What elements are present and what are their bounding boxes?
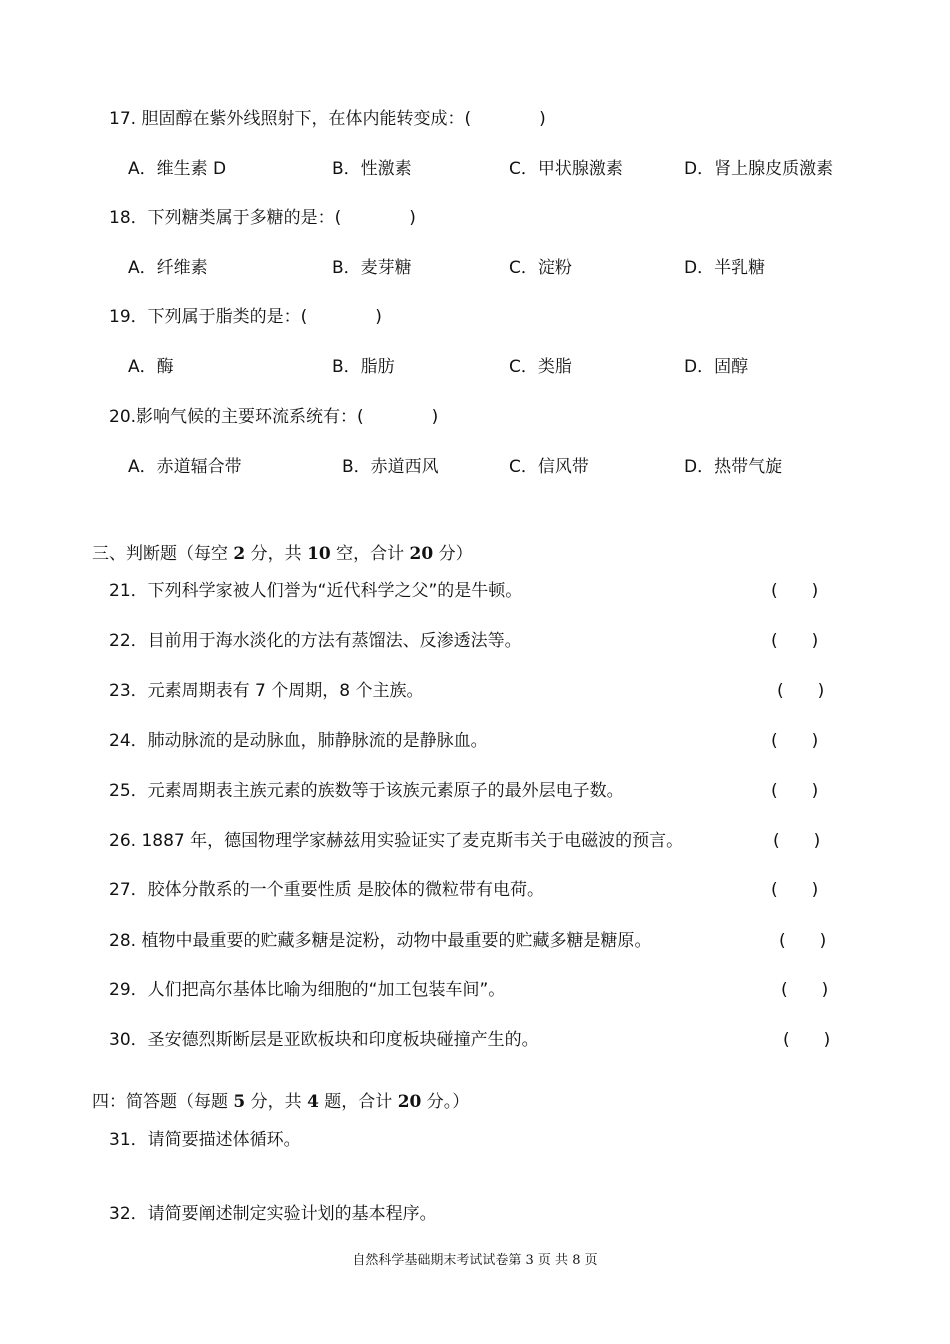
answer-blank-25[interactable]: ( ) [771,781,819,801]
question-19-stem: 19．下列属于脂类的是：( ) [109,307,382,327]
answer-blank-23[interactable]: ( ) [777,681,825,701]
option-c: C．甲状腺激素 [509,159,623,179]
tf-question-27: 27．胶体分散系的一个重要性质 是胶体的微粒带有电荷。 [109,880,545,900]
question-17-stem: 17. 胆固醇在紫外线照射下，在体内能转变成：( ) [109,109,546,129]
option-d: D．固醇 [684,357,749,377]
answer-blank-21[interactable]: ( ) [771,581,819,601]
answer-blank-22[interactable]: ( ) [771,631,819,651]
option-b: B．麦芽糖 [332,258,412,278]
question-18-stem: 18．下列糖类属于多糖的是：( ) [109,208,416,228]
option-a: A．赤道辐合带 [128,457,242,477]
question-20-stem: 20.影响气候的主要环流系统有：( ) [109,407,439,427]
tf-question-24: 24．肺动脉流的是动脉血，肺静脉流的是静脉血。 [109,731,488,751]
answer-blank-24[interactable]: ( ) [771,731,819,751]
tf-question-25: 25．元素周期表主族元素的族数等于该族元素原子的最外层电子数。 [109,781,624,801]
sa-question-31: 31．请简要描述体循环。 [109,1130,301,1150]
option-d: D．热带气旋 [684,457,783,477]
option-c: C．信风带 [509,457,589,477]
answer-blank-30[interactable]: ( ) [783,1030,831,1050]
answer-blank-26[interactable]: ( ) [773,831,821,851]
question-18-options [128,253,888,277]
option-a: A．纤维素 [128,258,208,278]
tf-question-29: 29．人们把高尔基体比喻为细胞的“加工包装车间”。 [109,980,506,1000]
tf-question-21: 21．下列科学家被人们誉为“近代科学之父”的是牛顿。 [109,581,523,601]
section-3-heading: 三、判断题（每空 2 分，共 10 空，合计 20 分） [92,544,473,564]
question-17-options [128,154,888,178]
page-footer: 自然科学基础期末考试试卷第 3 页 共 8 页 [352,1253,598,1268]
tf-question-30: 30．圣安德烈斯断层是亚欧板块和印度板块碰撞产生的。 [109,1030,539,1050]
option-b: B．脂肪 [332,357,395,377]
tf-question-26: 26. 1887 年，德国物理学家赫兹用实验证实了麦克斯韦关于电磁波的预言。 [109,831,684,851]
tf-question-22: 22．目前用于海水淡化的方法有蒸馏法、反渗透法等。 [109,631,522,651]
tf-question-28: 28. 植物中最重要的贮藏多糖是淀粉，动物中最重要的贮藏多糖是糖原。 [109,931,652,951]
answer-blank-29[interactable]: ( ) [781,980,829,1000]
answer-blank-28[interactable]: ( ) [779,931,827,951]
question-19-options [128,352,888,376]
sa-question-32: 32．请简要阐述制定实验计划的基本程序。 [109,1204,437,1224]
answer-blank-27[interactable]: ( ) [771,880,819,900]
option-d: D．肾上腺皮质激素 [684,159,834,179]
option-a: A．酶 [128,357,174,377]
option-a: A．维生素 D [128,159,227,179]
tf-question-23: 23．元素周期表有 7 个周期，8 个主族。 [109,681,424,701]
option-b: B．赤道西风 [342,457,439,477]
option-b: B．性激素 [332,159,412,179]
option-c: C．淀粉 [509,258,572,278]
option-c: C．类脂 [509,357,572,377]
section-4-heading: 四：简答题（每题 5 分，共 4 题，合计 20 分。） [92,1092,470,1112]
option-d: D．半乳糖 [684,258,766,278]
question-20-options [128,452,888,476]
